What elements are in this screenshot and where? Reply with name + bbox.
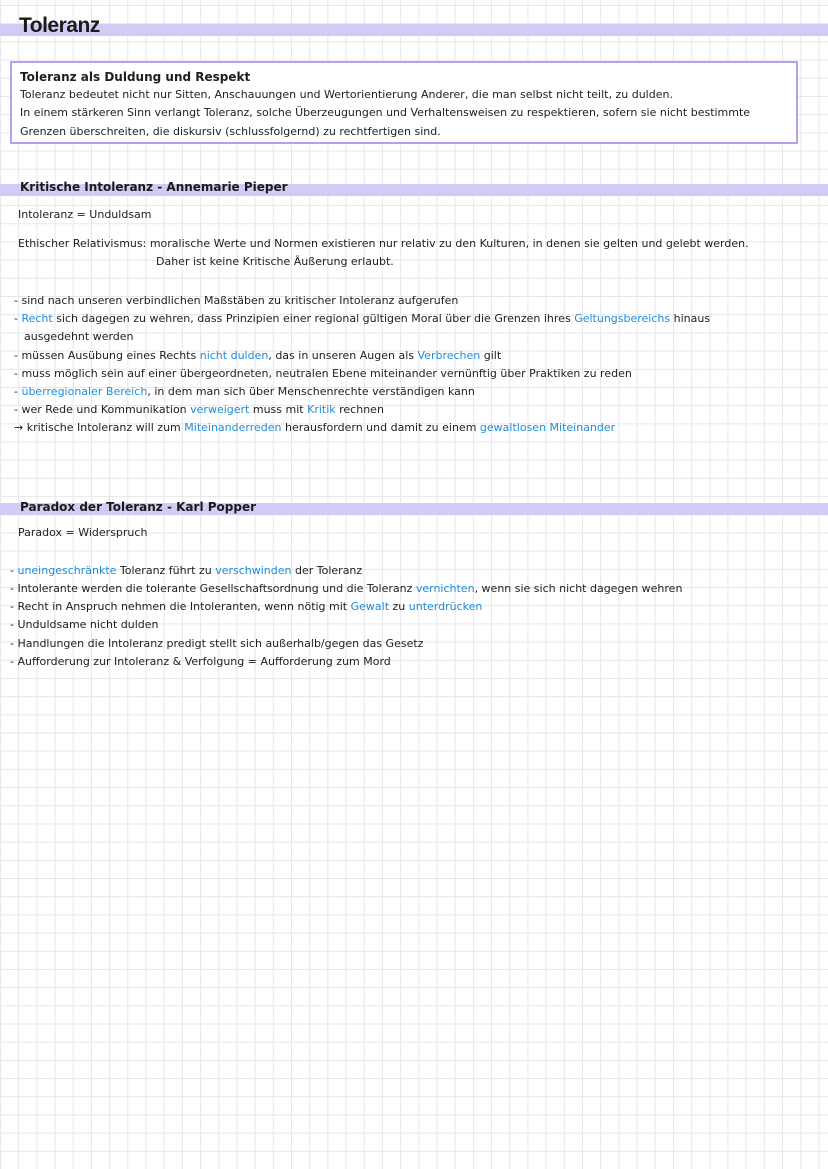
paradox-definition: Paradox = Widerspruch (18, 526, 148, 539)
definition-line: In einem stärkeren Sinn verlangt Toleranz, solche Überzeugungen und Verhaltensweisen zu respektieren, sofern sie nicht bestimmte (20, 106, 751, 120)
list-item: - uneingeschränkte Toleranz führt zu verschwinden der Toleranz (10, 564, 363, 577)
list-item: - sind nach unseren verbindlichen Maßstäben zu kritischer Intoleranz aufgerufen (14, 294, 459, 307)
intoleranz-definition: Intoleranz = Unduldsam (18, 208, 152, 221)
section-heading-popper: Paradox der Toleranz - Karl Popper (20, 500, 257, 514)
list-item: - Aufforderung zur Intoleranz & Verfolgung = Aufforderung zum Mord (10, 655, 391, 668)
list-item: - wer Rede und Kommunikation verweigert muss mit Kritik rechnen (14, 403, 384, 416)
definition-box (10, 61, 798, 144)
definition-line: Toleranz bedeutet nicht nur Sitten, Anschauungen und Wertorientierung Anderer, die man selbst nicht teilt, zu dulden. (20, 88, 673, 101)
conclusion-arrow-line: → kritische Intoleranz will zum Miteinanderreden herausfordern und damit zu einem gewaltlosen Miteinander (14, 421, 616, 434)
list-item: - muss möglich sein auf einer übergeordneten, neutralen Ebene miteinander vernünftig über Praktiken zu reden (14, 367, 632, 380)
relativism-line-cont: Daher ist keine Kritische Äußerung erlaubt. (156, 255, 394, 268)
list-item: - müssen Ausübung eines Rechts nicht dulden, das in unseren Augen als Verbrechen gilt (14, 349, 502, 362)
definition-box-title: Toleranz als Duldung und Respekt (20, 70, 251, 84)
relativism-line: Ethischer Relativismus: moralische Werte und Normen existieren nur relativ zu den Kulturen, in denen sie gelten und gelebt werden. (18, 237, 749, 250)
page-title: Toleranz (19, 14, 100, 37)
list-item: - überregionaler Bereich, in dem man sich über Menschenrechte verständigen kann (14, 385, 475, 398)
title-highlight-band (0, 24, 828, 36)
definition-line: Grenzen überschreiten, die diskursiv (schlussfolgernd) zu rechtfertigen sind. (20, 124, 441, 138)
list-item: - Intolerante werden die tolerante Gesellschaftsordnung und die Toleranz vernichten, wenn sie sich nicht dagegen wehren (10, 582, 683, 595)
list-item: - Unduldsame nicht dulden (10, 618, 159, 631)
list-item: - Recht in Anspruch nehmen die Intoleranten, wenn nötig mit Gewalt zu unterdrücken (10, 600, 483, 613)
list-item: - Handlungen die Intoleranz predigt stellt sich außerhalb/gegen das Gesetz (10, 637, 424, 650)
section-heading-pieper: Kritische Intoleranz - Annemarie Pieper (20, 180, 288, 194)
list-item: - Recht sich dagegen zu wehren, dass Prinzipien einer regional gültigen Moral über die Grenzen ihres Geltungsbereichs hinaus (14, 312, 711, 325)
list-item-cont: ausgedehnt werden (24, 330, 134, 343)
